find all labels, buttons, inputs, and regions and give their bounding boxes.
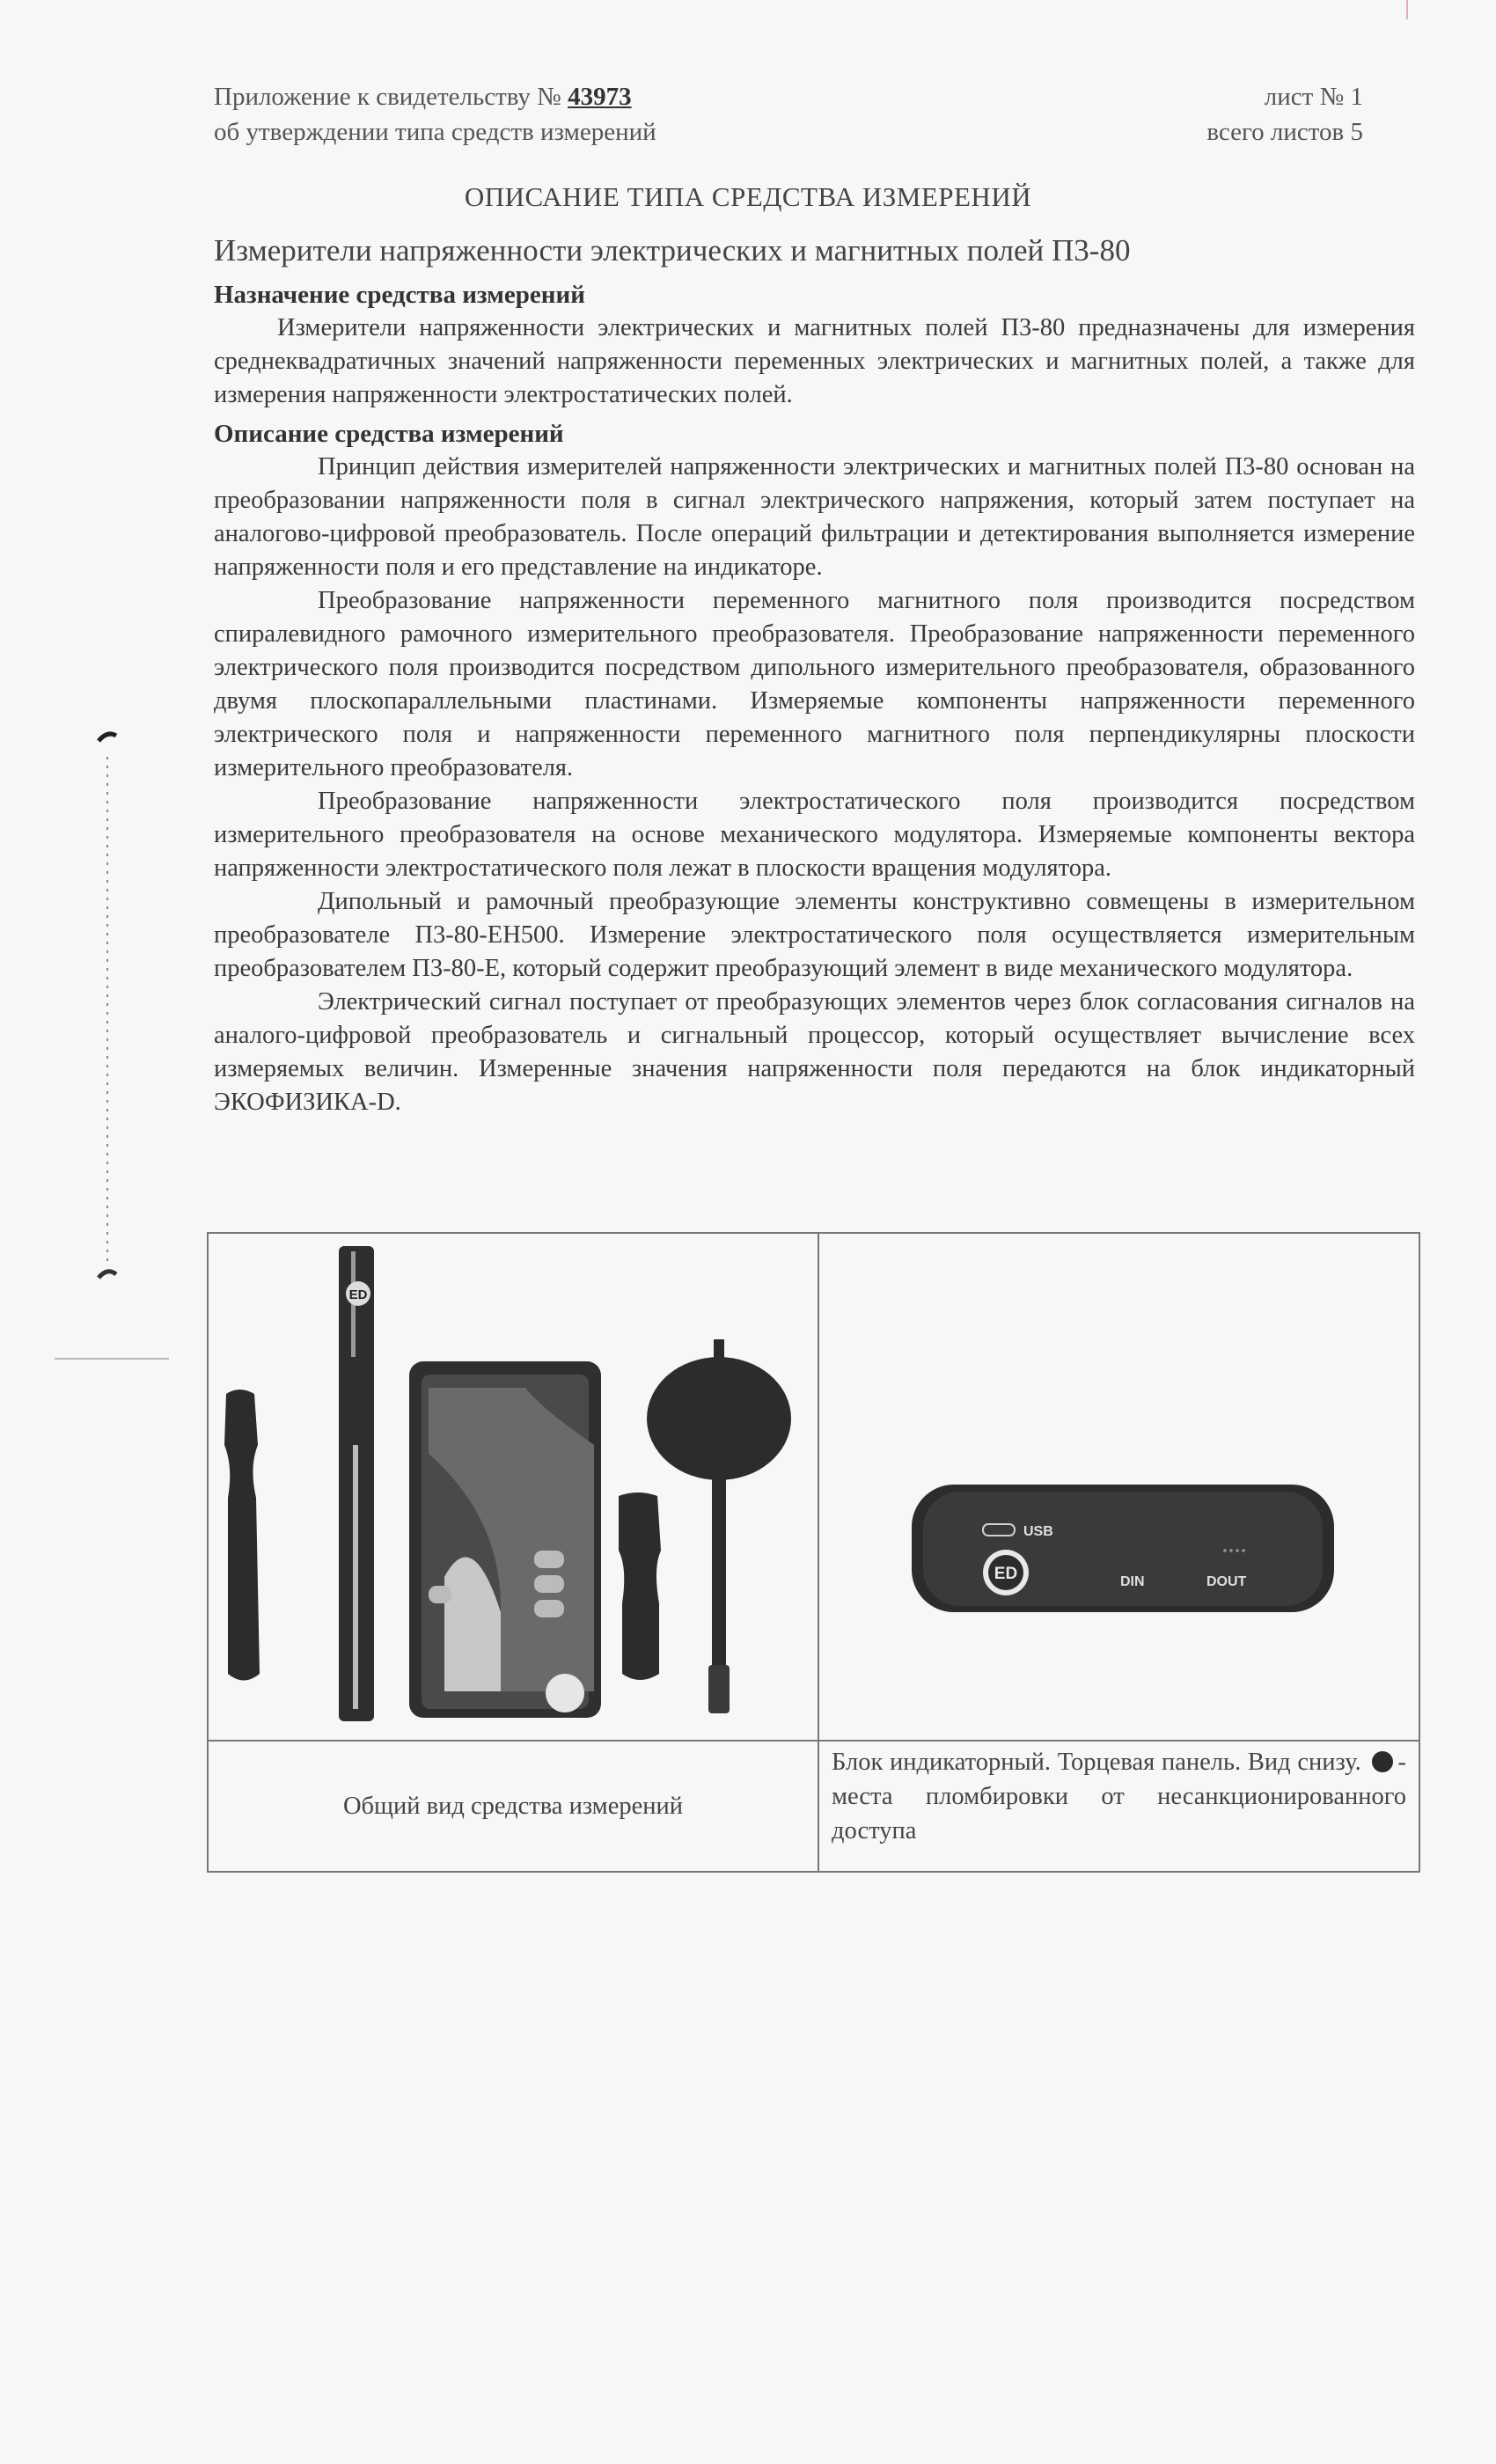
indicator-button-1: [534, 1551, 564, 1568]
indicator-button-3: [534, 1600, 564, 1617]
disc-probe-shaft: [712, 1471, 726, 1691]
probe-handle-left: [224, 1390, 260, 1681]
header-left-line2: об утверждении типа средств измерений: [214, 118, 656, 146]
scan-binding-strip: [95, 730, 118, 1294]
document-title: ОПИСАНИЕ ТИПА СРЕДСТВА ИЗМЕРЕНИЙ: [464, 181, 1032, 212]
caption-end-panel: Блок индикаторный. Торцевая панель. Вид снизу. - места пломбировки от несанкционированного доступа: [818, 1741, 1419, 1872]
end-panel-image-cell: [818, 1233, 1419, 1741]
sheet-number: лист № 1: [1264, 83, 1363, 111]
caption-general-view: Общий вид средства измерений: [208, 1741, 818, 1872]
general-view-image-cell: [208, 1233, 818, 1741]
description-paragraph-1: Принцип действия измерителей напряженности электрических и магнитных полей П3-80 основан на преобразовании напряженности поля в сигнал электрического напряжения, который затем поступает на аналогово-цифровой преобразователь. После операций фильтрации и детектирования выполняется измерение напряженности поля и его представление на индикаторе.: [214, 453, 1415, 581]
device-logo-text: ED: [994, 1565, 1018, 1583]
description-paragraph-3: Преобразование напряженности электростатического поля производится посредством измерительного преобразователя на основе механического модулятора. Измеряемые компоненты вектора напряженности электростатического поля лежат в плоскости вращения модулятора.: [214, 788, 1415, 882]
din-label: DIN: [1120, 1574, 1145, 1589]
body-text: [214, 278, 1415, 1119]
probe-handle-short: [619, 1492, 661, 1680]
description-paragraph-5: Электрический сигнал поступает от преобразующих элементов через блок согласования сигналов на аналого-цифровой преобразователь и сигнальный процессор, который осуществляет вычисление всех измеряемых величин. Измеренные значения напряженности поля передаются на блок индикаторный ЭКОФИЗИКА-D.: [214, 988, 1415, 1116]
usb-label: USB: [1023, 1524, 1053, 1539]
description-heading: Описание средства измерений: [214, 420, 564, 448]
purpose-paragraph: Измерители напряженности электрических и магнитных полей П3-80 предназначены для измерения среднеквадратичных значений напряженности переменных электрических и магнитных полей, а также для измерения напряженности электростатических полей.: [214, 314, 1415, 408]
scan-margin-line: [55, 1358, 169, 1360]
general-view-photo: [209, 1234, 818, 1735]
end-panel-photo: [819, 1234, 1419, 1735]
indicator-connector: [546, 1674, 584, 1712]
seal-dot-icon: [1372, 1751, 1393, 1772]
indicator-button-2: [534, 1575, 564, 1593]
header-left: [214, 79, 656, 150]
indicator-button-4: [429, 1586, 451, 1603]
header-left-line1: Приложение к свидетельству № 43973: [214, 83, 632, 111]
sheet-total: всего листов 5: [1206, 118, 1363, 146]
scan-edge-mark: [1406, 0, 1408, 19]
certificate-number: 43973: [568, 83, 632, 111]
purpose-heading: Назначение средства измерений: [214, 281, 585, 309]
probe-logo-text: ED: [348, 1287, 368, 1302]
instrument-title: Измерители напряженности электрических и магнитных полей П3-80: [214, 233, 1131, 268]
description-paragraph-2: Преобразование напряженности переменного магнитного поля производится посредством спиралевидного рамочного измерительного преобразователя. Преобразование напряженности переменного электрического поля производится посредством дипольного измерительного преобразователя, образованного двумя плоскопараллельными пластинами. Измеряемые компоненты напряженности переменного электрического поля и напряженности переменного магнитного поля перпендикулярны плоскости измерительного преобразователя.: [214, 587, 1415, 781]
figure-table: [207, 1232, 1420, 1873]
description-paragraph-4: Дипольный и рамочный преобразующие элементы конструктивно совмещены в измерительном преобразователе П3-80-ЕН500. Измерение электростатического поля осуществляется измерительным преобразователем П3-80-Е, который содержит преобразующий элемент в виде механического модулятора.: [214, 888, 1415, 982]
dout-label: DOUT: [1206, 1574, 1247, 1589]
header-right: [1206, 79, 1363, 150]
disc-probe-head: [647, 1357, 791, 1480]
